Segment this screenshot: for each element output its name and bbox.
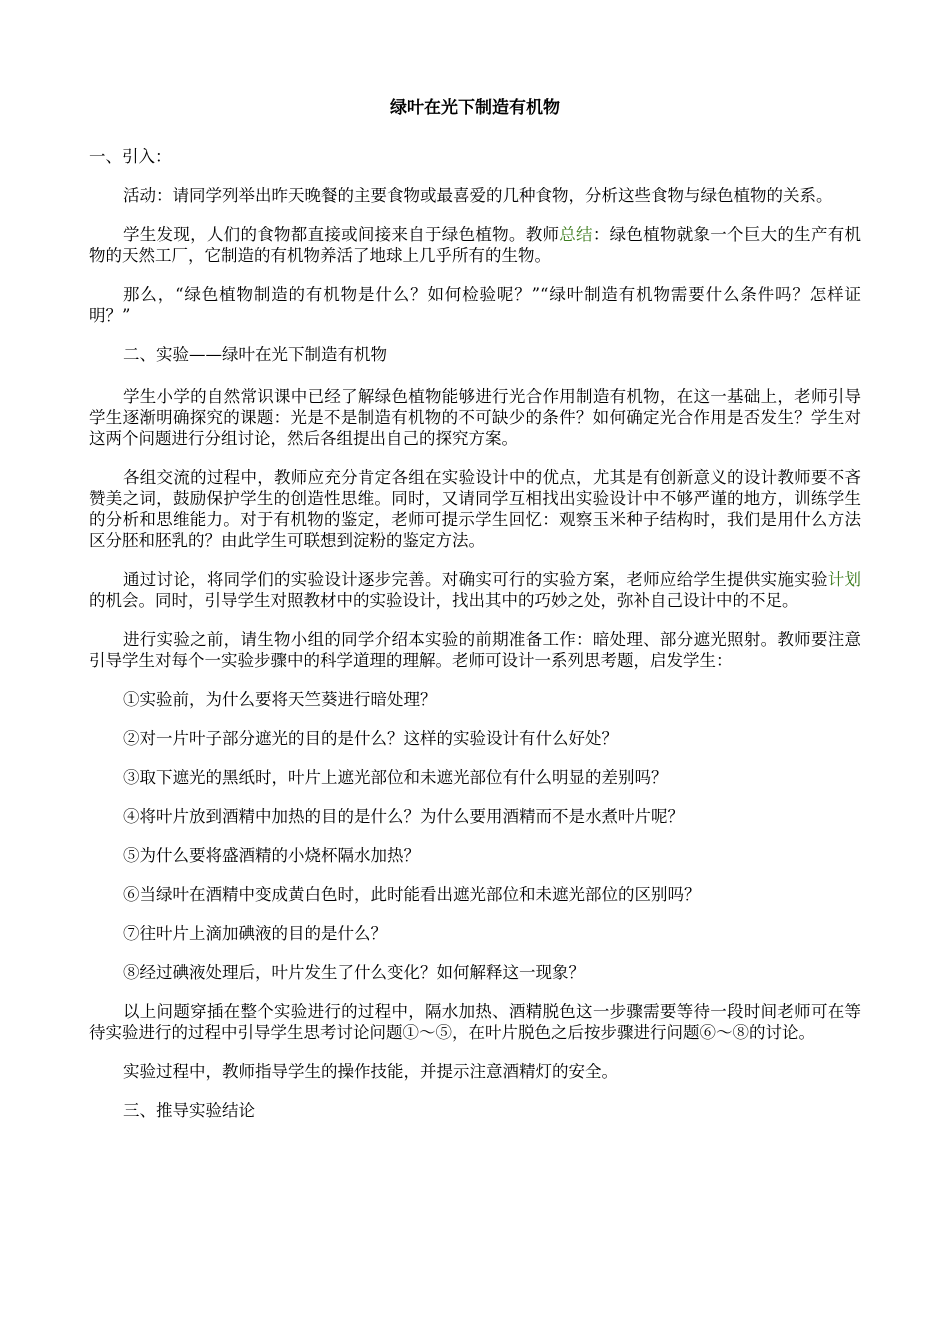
paragraph-discussion — [89, 569, 861, 611]
summary-link[interactable]: 总结 — [559, 225, 593, 244]
paragraph-text: 通过讨论，将同学们的实验设计逐步完善。对确实可行的实验方案，老师应给学生提供实施实验 — [123, 570, 828, 589]
question-item: ⑧经过碘液处理后，叶片发生了什么变化？如何解释这一现象？ — [123, 963, 585, 982]
question-item: ⑤为什么要将盛酒精的小烧杯隔水加热？ — [123, 846, 420, 865]
paragraph-activity: 活动：请同学列举出昨天晚餐的主要食物或最喜爱的几种食物，分析这些食物与绿色植物的关系。 — [123, 186, 833, 205]
paragraph-question: 那么，“绿色植物制造的有机物是什么？如何检验呢？”“绿叶制造有机物需要什么条件吗？怎样证明？” — [89, 285, 861, 325]
paragraph-text: ：绿色植物就象一个巨大的生产有机物的天然工厂，它制造的有机物养活了地球上几乎所有的生物。 — [89, 225, 862, 265]
paragraph-text: 学生发现，人们的食物都直接或间接来自于绿色植物。教师 — [123, 225, 560, 244]
paragraph-exchange: 各组交流的过程中，教师应充分肯定各组在实验设计中的优点，尤其是有创新意义的设计教师要不吝赞美之词，鼓励保护学生的创造性思维。同时，又请同学互相找出实验设计中不够严谨的地方，训练学生的分析和思维能力。对于有机物的鉴定，老师可提示学生回忆：观察玉米种子结构时，我们是用什么方法区分胚和胚乳的？由此学生可联想到淀粉的鉴定方法。 — [89, 468, 861, 550]
question-item: ①实验前，为什么要将天竺葵进行暗处理？ — [123, 690, 437, 709]
question-item: ③取下遮光的黑纸时，叶片上遮光部位和未遮光部位有什么明显的差别吗？ — [123, 768, 668, 787]
plan-link[interactable]: 计划 — [827, 570, 862, 589]
section-heading-experiment: 二、实验——绿叶在光下制造有机物 — [123, 345, 387, 364]
document-title: 绿叶在光下制造有机物 — [390, 98, 560, 118]
paragraph-interleave: 以上问题穿插在整个实验进行的过程中，隔水加热、酒精脱色这一步骤需要等待一段时间老师可在等待实验进行的过程中引导学生思考讨论问题①～⑤，在叶片脱色之后按步骤进行问题⑥～⑧的讨论。 — [89, 1002, 861, 1042]
section-heading-intro: 一、引入： — [89, 147, 172, 166]
question-item: ⑦往叶片上滴加碘液的目的是什么？ — [123, 924, 387, 943]
section-heading-conclusion: 三、推导实验结论 — [123, 1101, 255, 1120]
question-item: ④将叶片放到酒精中加热的目的是什么？为什么要用酒精而不是水煮叶片呢？ — [123, 807, 684, 826]
paragraph-safety: 实验过程中，教师指导学生的操作技能，并提示注意酒精灯的安全。 — [123, 1062, 618, 1081]
paragraph-text: 的机会。同时，引导学生对照教材中的实验设计，找出其中的巧妙之处，弥补自己设计中的不足。 — [89, 591, 799, 610]
question-item: ⑥当绿叶在酒精中变成黄白色时，此时能看出遮光部位和未遮光部位的区别吗？ — [123, 885, 701, 904]
paragraph-preparation: 进行实验之前，请生物小组的同学介绍本实验的前期准备工作：暗处理、部分遮光照射。教师要注意引导学生对每个一实验步骤中的科学道理的理解。老师可设计一系列思考题，启发学生： — [89, 630, 861, 670]
paragraph-topic: 学生小学的自然常识课中已经了解绿色植物能够进行光合作用制造有机物，在这一基础上，老师引导学生逐渐明确探究的课题：光是不是制造有机物的不可缺少的条件？如何确定光合作用是否发生？学生对这两个问题进行分组讨论，然后各组提出自己的探究方案。 — [89, 387, 861, 448]
document-page — [89, 96, 861, 1139]
question-item: ②对一片叶子部分遮光的目的是什么？这样的实验设计有什么好处？ — [123, 729, 618, 748]
paragraph-discovery — [89, 224, 861, 266]
